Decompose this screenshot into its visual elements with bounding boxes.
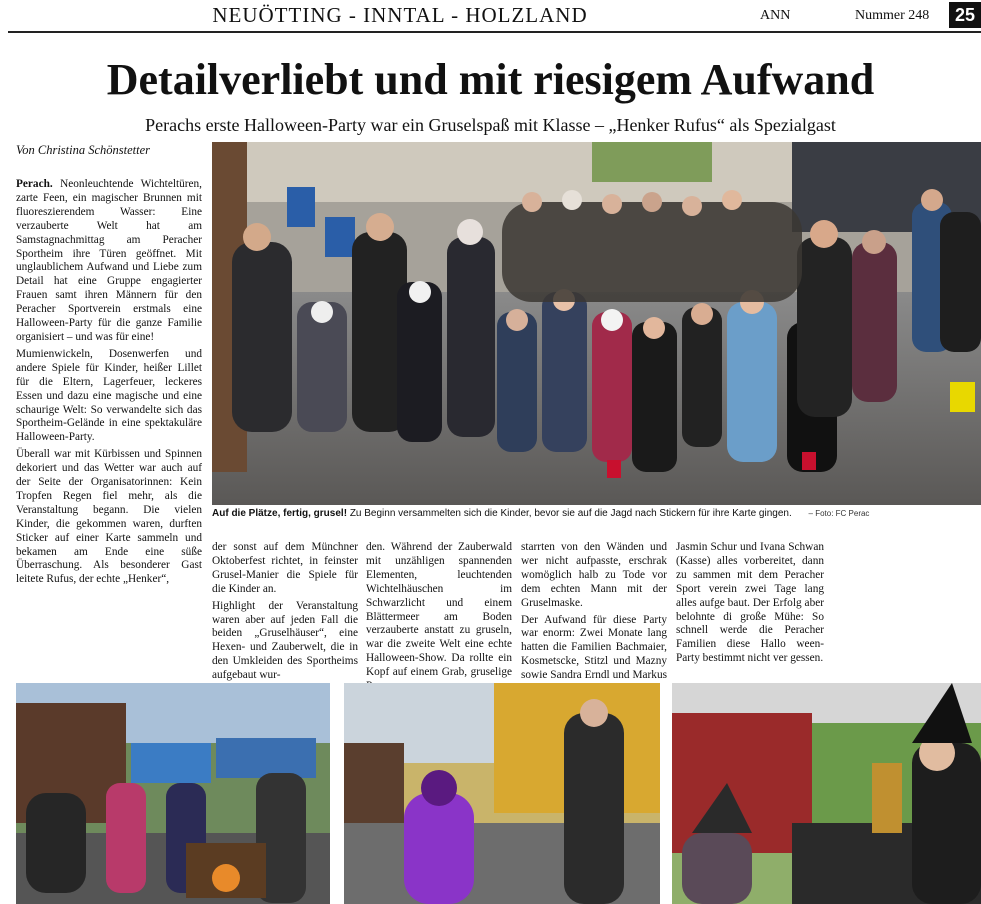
- edition-label: ANN: [760, 8, 791, 23]
- caption-headline: Auf die Plätze, fertig, grusel!: [212, 508, 348, 519]
- paragraph: Überall war mit Kürbissen und Spinnen dekoriert und das Wetter war auch auf der Seite der Organisatorinnen: Kein Tropfen Regen fiel mehr, als die Veranstaltung begann. Die vielen Kinder, die gekommen waren, durften Sticker auf einer Karte sammeln und bekamen am Ende eine süße Überraschung. Als besonderer Gast leitete Rufus, der echte „Henker“,: [16, 448, 202, 586]
- article-column-3: [366, 541, 512, 697]
- paragraph: Highlight der Veranstaltung waren aber auf jeden Fall die beiden „Gruselhäuser“, eine Hexen- und Zauberwelt, die in den Umkleiden des Sportheims aufgebaut wur-: [212, 599, 358, 682]
- issue-number: Nummer 248: [855, 8, 930, 23]
- purple-costume-photo-illustration: [344, 683, 660, 904]
- bottom-photo-left: [16, 683, 330, 904]
- byline: Von Christina Schönstetter: [16, 143, 151, 157]
- campfire-photo-illustration: [16, 683, 330, 904]
- article-column-4: [521, 541, 667, 700]
- dateline: Perach.: [16, 178, 53, 190]
- article-column-5: [676, 541, 824, 669]
- main-photo: [212, 142, 981, 505]
- paragraph: den. Während der Zauberwald mit unzähligen spannenden Elementen, leuchtenden Wichtelhäuschen im Schwarzlicht und einem Blättermeer am Boden verzauberte anstatt zu gruseln, war die zweite Welt eine echte Halloween-Show. Da rollte ein Kopf auf einem Grab, gruselige: [366, 541, 512, 679]
- page-number: 25: [949, 2, 981, 28]
- photo-credit: – Foto: FC Perac: [808, 509, 870, 518]
- article-column-2: [212, 541, 358, 686]
- subheadline: Perachs erste Halloween-Party war ein Gruselspaß mit Klasse – „Henker Rufus“ als Spezialgast: [145, 115, 836, 135]
- header-rule: [8, 31, 981, 33]
- main-photo-caption: [212, 508, 981, 519]
- paragraph: Jasmin Schur und Ivana Schwan (Kasse) alles vorbereitet, dann zu sammen mit dem Peracher Sport verein zwei Tage lang alles aufge baut. Der Erfolg aber belohnte di große Mühe: So schnell werde die Peracher Familien diese Hallo ween-Party bestimmt nicht ver gessen.: [676, 541, 824, 665]
- witch-booth-photo-illustration: [672, 683, 981, 904]
- paragraph: Mumienwickeln, Dosenwerfen und andere Spiele für Kinder, heißer Lillet für die Eltern, Lagerfeuer, leckeres Essen und dazu eine magische und eine schaurige Welt: So verwandelte sich das Sportheim-Gelände in eine spektakuläre Halloween-Party.: [16, 347, 202, 444]
- paragraph: der sonst auf dem Münchner Oktoberfest richtet, in feinster Grusel-Manier die Spiele für die Kinder an.: [212, 541, 358, 595]
- paragraph: Der Aufwand für diese Party war enorm: Zwei Monate lang hatten die Familien Bachmaier, Kosmetscke, Stitzl und Mazny sowie Sandra Erndl und Markus: [521, 613, 667, 682]
- article-column-1: [16, 178, 202, 590]
- paragraph: starrten von den Wänden und wer nicht aufpasste, erschrak womöglich halb zu Tode vor dem echten Mann mit der Gruselmaske.: [521, 541, 667, 609]
- headline: Detailverliebt und mit riesigem Aufwand: [106, 55, 875, 104]
- paragraph: Neonleuchtende Wichteltüren, zarte Feen, ein magischer Brunnen mit fluoreszierendem Wasser: Eine verzauberte Welt hat am Samstagnachmittag am Peracher Sportheim ihre Türen geöffnet. Mit unglaublichem Aufwand und Liebe zum Detail hat eine Gruppe engagierter Frauen samt ihren Männern für den Peracher Sportverein erstmals eine Halloween-Party für die ganze Familie organisiert – und was für eine!: [16, 178, 203, 343]
- group-photo-illustration: [212, 142, 981, 505]
- bottom-photo-middle: [344, 683, 660, 904]
- bottom-photo-right: [672, 683, 981, 904]
- caption-text: Zu Beginn versammelten sich die Kinder, bevor sie auf die Jagd nach Stickern für ihre Karte gingen.: [349, 508, 792, 519]
- section-title: NEUÖTTING - INNTAL - HOLZLAND: [212, 3, 588, 27]
